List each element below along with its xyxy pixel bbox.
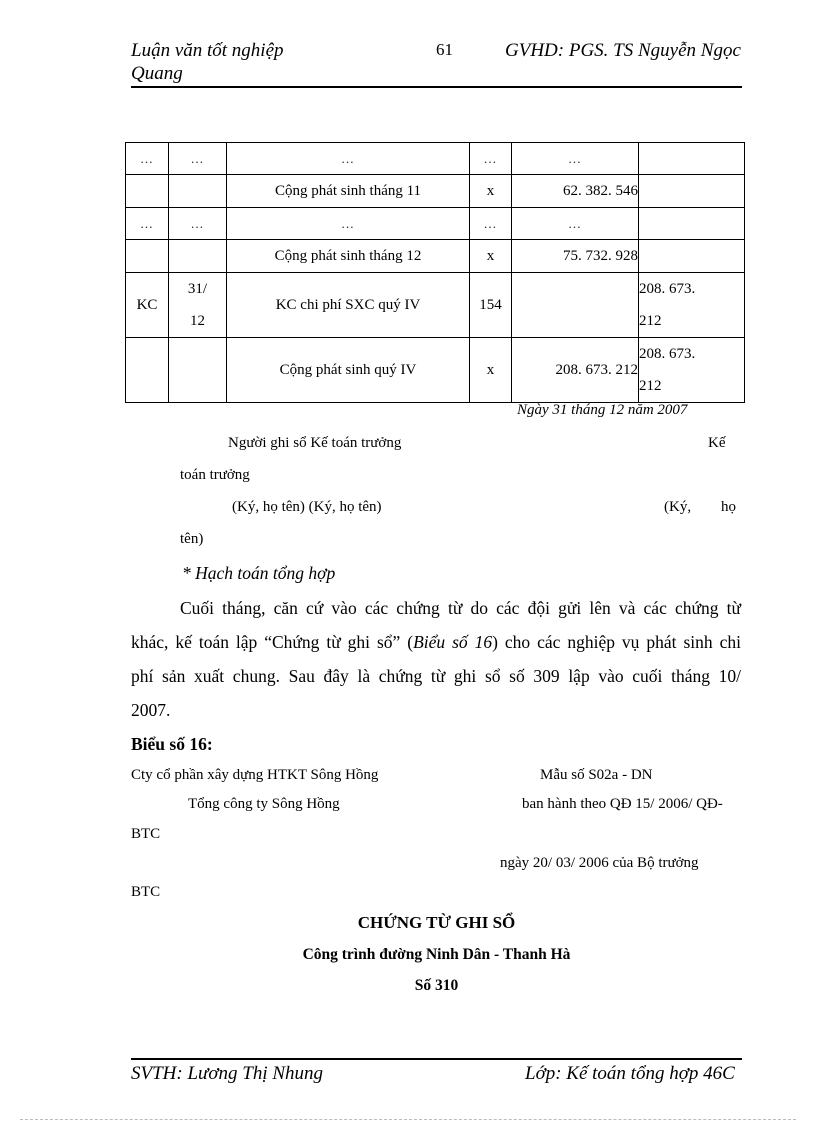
document-number: Số 310 (414, 977, 459, 994)
cell-description: Cộng phát sinh quý IV (227, 338, 470, 403)
cell-date-line1: 31/ (187, 281, 208, 297)
cell-type: … (126, 143, 169, 175)
cell-account: 154 (470, 273, 512, 338)
paragraph-text: ) cho các nghiệp vụ phát sinh chi (492, 632, 741, 652)
cell-date (169, 273, 227, 338)
cell-account: … (470, 143, 512, 175)
signature-instruction-right-a: (Ký, (664, 499, 692, 515)
document-title: CHỨNG TỪ GHI SỔ (357, 913, 516, 932)
cell-debit: 62. 382. 546 (512, 175, 639, 208)
cell-credit (639, 208, 745, 240)
cell-description: … (227, 143, 470, 175)
cell-description: Cộng phát sinh tháng 12 (227, 240, 470, 273)
cell-type: KC (126, 273, 169, 338)
cell-description: … (227, 208, 470, 240)
signature-title-right: Kế (708, 435, 726, 451)
paragraph-line (131, 625, 741, 659)
signature-title-cont: toán trưởng (180, 467, 250, 483)
table-row (126, 175, 745, 208)
signature-instruction-cont: tên) (180, 531, 204, 547)
cell-credit (639, 273, 745, 338)
cell-date (169, 240, 227, 273)
paragraph-text: khác, kế toán lập “Chứng từ ghi sổ” ( (131, 632, 414, 652)
cell-debit: 75. 732. 928 (512, 240, 639, 273)
table-row (126, 143, 745, 175)
decree-reference: ban hành theo QĐ 15/ 2006/ QĐ- (522, 796, 723, 812)
table-row (126, 273, 745, 338)
table-row (126, 338, 745, 403)
decree-issuer-cont: BTC (131, 884, 161, 900)
cell-credit-line1: 208. 673. (639, 281, 696, 297)
decree-issuer: BTC (131, 826, 161, 842)
company-name: Cty cổ phần xây dựng HTKT Sông Hồng (131, 767, 379, 783)
cell-credit (639, 338, 745, 403)
cell-debit: … (512, 143, 639, 175)
paragraph-line: phí sản xuất chung. Sau đây là chứng từ ghi sổ số 309 lập vào cuối tháng 10/ (131, 666, 741, 686)
cell-debit: 208. 673. 212 (512, 338, 639, 403)
cell-date: … (169, 143, 227, 175)
cell-credit-line2: 212 (639, 313, 662, 329)
cell-credit (639, 143, 745, 175)
decree-date: ngày 20/ 03/ 2006 của Bộ trưởng (500, 855, 699, 871)
table-row (126, 240, 745, 273)
cell-date: … (169, 208, 227, 240)
section-title: * Hạch toán tổng hợp (182, 563, 336, 583)
footer-student: SVTH: Lương Thị Nhung (131, 1063, 324, 1084)
cell-credit-line2: 212 (639, 378, 662, 394)
cell-account: … (470, 208, 512, 240)
page-number: 61 (436, 40, 453, 59)
cell-account: x (470, 338, 512, 403)
footer-class: Lớp: Kế toán tổng hợp 46C (525, 1063, 735, 1084)
form-number: Mẫu số S02a - DN (540, 767, 653, 783)
signature-titles: Người ghi sổ Kế toán trưởng (228, 435, 402, 451)
paragraph-reference: Biểu số 16 (413, 632, 493, 652)
signature-instruction-right-b: họ (721, 499, 736, 515)
body-paragraph (131, 591, 741, 727)
page-edge-divider (20, 1119, 796, 1120)
ledger-table (125, 142, 745, 403)
date-line: Ngày 31 tháng 12 năm 2007 (517, 402, 688, 418)
cell-date (169, 338, 227, 403)
parent-company: Tổng công ty Sông Hồng (188, 796, 340, 812)
paragraph-line: 2007. (131, 700, 171, 720)
cell-description: KC chi phí SXC quý IV (227, 273, 470, 338)
table-row (126, 208, 745, 240)
header-thesis-title: Luận văn tốt nghiệp (131, 40, 284, 61)
signature-instructions: (Ký, họ tên) (Ký, họ tên) (232, 499, 382, 515)
cell-debit: … (512, 208, 639, 240)
cell-description: Cộng phát sinh tháng 11 (227, 175, 470, 208)
project-name: Công trình đường Ninh Dân - Thanh Hà (302, 946, 571, 963)
cell-type (126, 240, 169, 273)
paragraph-line: Cuối tháng, căn cứ vào các chứng từ do các đội gửi lên và các chứng từ (180, 598, 741, 618)
cell-debit (512, 273, 639, 338)
cell-type (126, 338, 169, 403)
cell-date (169, 175, 227, 208)
cell-credit (639, 240, 745, 273)
header-thesis-title-cont: Quang (131, 63, 183, 84)
cell-credit-line1: 208. 673. (639, 346, 696, 362)
cell-type: … (126, 208, 169, 240)
cell-account: x (470, 175, 512, 208)
header-rule (131, 86, 742, 88)
cell-type (126, 175, 169, 208)
cell-date-line2: 12 (190, 313, 205, 329)
cell-account: x (470, 240, 512, 273)
form-label: Biểu số 16: (131, 734, 213, 754)
footer-rule (131, 1058, 742, 1060)
header-advisor: GVHD: PGS. TS Nguyễn Ngọc (505, 40, 741, 61)
cell-credit (639, 175, 745, 208)
